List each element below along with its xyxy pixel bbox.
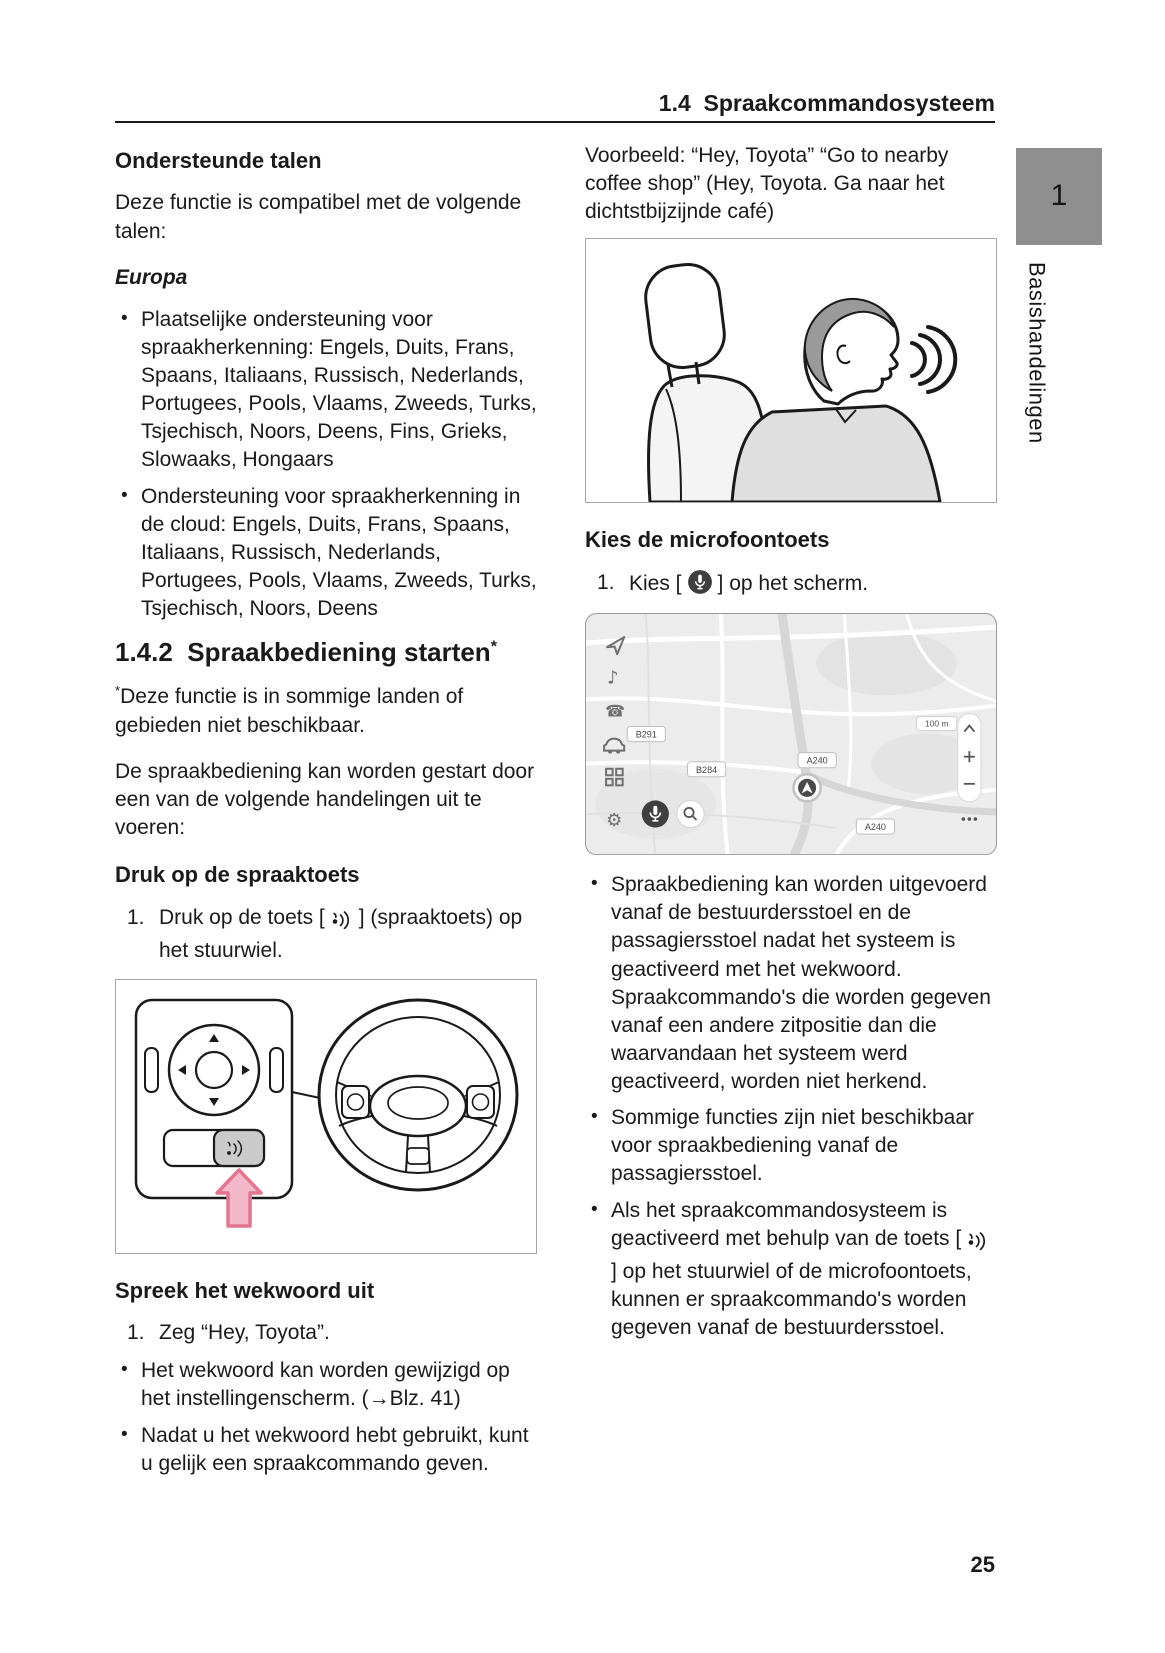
bullet-text: Ondersteuning voor spraakherkenning in de cloud: Engels, Duits, Frans, Spaans, Italiaans, Russisch, Nederlands, Portugees, Pools, Vlaams, Zweeds, Turks, Tsjechisch, Noors, Deens	[141, 484, 537, 621]
road-badge: B284	[696, 764, 718, 775]
chapter-number: 1	[1050, 179, 1068, 213]
bullet-text: Plaatselijke ondersteuning voor spraakherkenning: Engels, Duits, Frans, Spaans, Italiaans, Russisch, Nederlands, Portugees, Pools, Vlaams, Zweeds, Turks, Tsjechisch, Noors, Deens, Fins, Grieks, Slowaaks, Hongaars	[141, 307, 537, 472]
bullet-driver-seat-only: • Als het spraakcommandosysteem is geactiveerd met behulp van de toets [] op het stuurwiel of de microfoontoets, kunnen er spraakcommando's worden gegeven vanaf de bestuurdersstoel.	[585, 1197, 997, 1343]
gear-icon: ⚙	[606, 809, 623, 831]
heading-wake-word: Spreek het wekwoord uit	[115, 1277, 375, 1303]
step-text: Druk op de toets [ ] (spraaktoets) op het stuurwiel.	[159, 905, 523, 962]
bullet-cloud-recognition	[115, 483, 537, 624]
music-note-icon: ♪	[607, 667, 619, 689]
footnote-marker: *	[115, 683, 121, 699]
driver-speaking-illustration	[586, 239, 996, 502]
bullet-wake-word-change	[115, 1357, 537, 1413]
step-press-talk-switch	[115, 904, 537, 965]
step-text: Zeg “Hey, Toyota”.	[159, 1321, 330, 1345]
bullet-passenger-limits	[585, 1104, 997, 1188]
microphone-icon	[687, 569, 713, 603]
heading-section-1-4-2: 1.4.2 Spraakbediening starten*	[115, 637, 497, 668]
footnote-text: Deze functie is in sommige landen of gebieden niet beschikbaar.	[115, 685, 464, 737]
heading-supported-languages: Ondersteunde talen	[115, 148, 322, 173]
right-spoke-switch	[467, 1086, 494, 1118]
figure-steering-wheel	[115, 979, 537, 1254]
steering-wheel	[319, 1000, 517, 1190]
heading-press-talk-switch: Druk op de spraaktoets	[115, 862, 360, 888]
left-spoke-switch	[342, 1086, 369, 1118]
zoomed-switch-panel	[136, 1000, 292, 1226]
page-header-title: 1.4 Spraakcommandosysteem	[658, 90, 995, 116]
bullet-seat-activation	[585, 871, 997, 1096]
map-scale	[917, 716, 957, 730]
bullet-text: Sommige functies zijn niet beschikbaar voor spraakbediening vanaf de passagiersstoel.	[611, 1106, 975, 1186]
talk-switch-button	[214, 1130, 264, 1166]
paragraph-footnote	[115, 682, 537, 739]
step-number: 1.	[597, 570, 615, 594]
paragraph-example: Voorbeeld: “Hey, Toyota” “Go to nearby coffee shop” (Hey, Toyota. Ga naar het dichtstbijzijnde café)	[585, 144, 949, 224]
bullet-wake-word-command	[115, 1422, 537, 1478]
left-column	[115, 142, 537, 1486]
location-marker	[794, 774, 821, 801]
more-options-icon	[962, 817, 978, 821]
voice-command-icon	[330, 908, 354, 937]
chapter-number-tab	[1016, 148, 1102, 245]
road-badge: A240	[806, 755, 828, 766]
heading-mic-button: Kies de microfoontoets	[585, 527, 830, 553]
steering-wheel-illustration	[116, 980, 536, 1253]
step-number: 1.	[127, 905, 145, 929]
heading-europa: Europa	[115, 265, 188, 289]
step-number: 1.	[127, 1321, 145, 1345]
footnote-marker: *	[490, 637, 497, 656]
search-button	[677, 800, 704, 827]
navigation-screen	[585, 613, 997, 855]
bullet-text: Het wekwoord kan worden gewijzigd op het instellingenscherm. (→Blz. 41)	[141, 1359, 510, 1411]
step-select-mic	[585, 569, 997, 603]
bullet-text: Spraakbediening kan worden uitgevoerd vanaf de bestuurdersstoel en de passagiersstoel nadat het systeem is geactiveerd met het wekwoord. Spraakcommando's die worden gegeven vanaf een andere zitpositie dan die waarvandaan het systeem werd geactiveerd, worden niet herkend.	[611, 873, 991, 1094]
road-badge: B291	[635, 729, 657, 740]
figure-navigation-screen	[585, 613, 997, 855]
scale-label: 100 m	[924, 718, 949, 729]
voice-command-icon	[966, 1229, 990, 1258]
paragraph-start-intro: De spraakbediening kan worden gestart door een van de volgende handelingen uit te voeren:	[115, 759, 535, 839]
paragraph-supported-intro: Deze functie is compatibel met de volgende talen:	[115, 191, 522, 243]
step-text: Kies [ ] op het scherm.	[629, 569, 997, 603]
right-column	[585, 142, 997, 1350]
figure-driver-speaking	[585, 238, 997, 503]
phone-icon: ☎	[605, 701, 626, 721]
page-number: 25	[970, 1552, 995, 1577]
chapter-side-label: Basishandelingen	[1024, 262, 1050, 444]
mic-button	[642, 800, 669, 827]
step-say-wake-word	[115, 1319, 537, 1347]
road-badge: A240	[864, 822, 886, 833]
header-divider	[115, 121, 995, 123]
bullet-local-recognition	[115, 306, 537, 475]
bullet-text: Nadat u het wekwoord hebt gebruikt, kunt u gelijk een spraakcommando geven.	[141, 1423, 529, 1475]
